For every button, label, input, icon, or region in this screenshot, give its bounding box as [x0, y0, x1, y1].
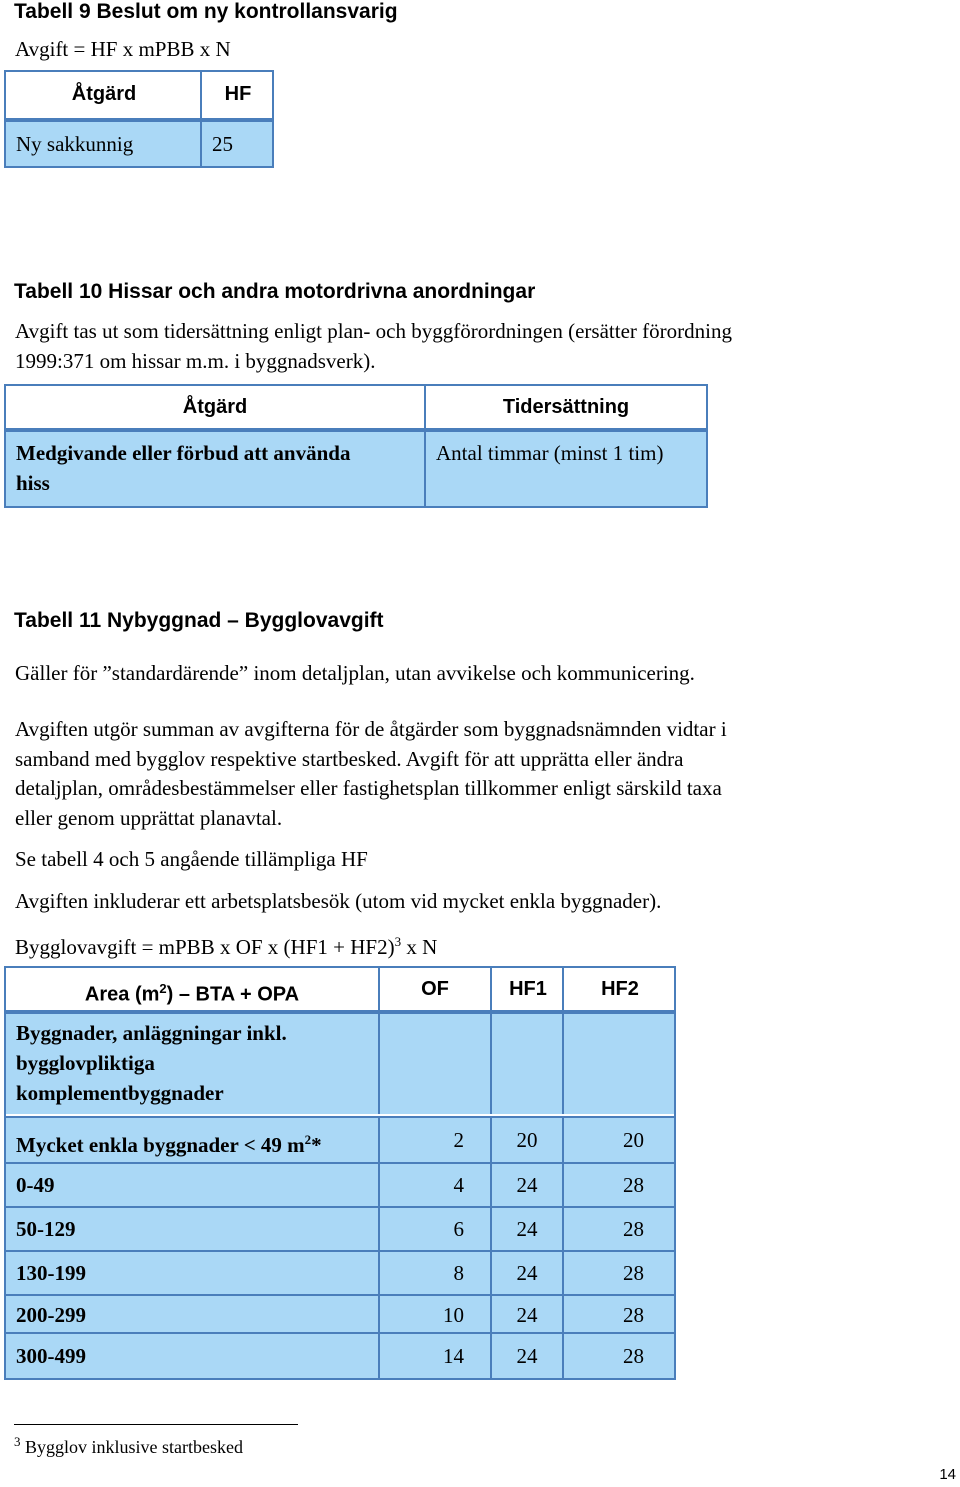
table10-cell-action	[6, 432, 424, 506]
row-of: 6	[453, 1217, 464, 1241]
page-number: 14	[939, 1466, 956, 1483]
table-row	[6, 1164, 674, 1206]
footnote-text: Bygglov inklusive startbesked	[25, 1437, 243, 1457]
table11-para2-line2: samband med bygglov respektive startbesked. Avgift för att upprätta eller ändra	[15, 747, 684, 771]
formula-end: x N	[401, 935, 438, 959]
table-row	[6, 1252, 674, 1294]
row-label: 130-199	[16, 1261, 86, 1285]
row-label-suffix: *	[311, 1133, 322, 1157]
table11-group-label	[16, 1018, 287, 1108]
row-label: 0-49	[16, 1173, 55, 1197]
row-hf2: 20	[623, 1128, 644, 1152]
row-hf2: 28	[623, 1173, 644, 1197]
table11-title: Tabell 11 Nybyggnad – Bygglovavgift	[14, 609, 384, 632]
table9-formula: Avgift = HF x mPBB x N	[15, 37, 231, 61]
row-hf2: 28	[623, 1344, 644, 1368]
row-hf2: 28	[623, 1217, 644, 1241]
row-hf1: 24	[516, 1344, 538, 1368]
table-row	[6, 1334, 674, 1378]
table11-header-of: OF	[380, 968, 490, 1010]
row-of: 4	[453, 1173, 464, 1197]
table-row	[6, 1208, 674, 1250]
table10	[4, 384, 708, 508]
table11-para2-line4: eller genom upprättat planavtal.	[15, 806, 283, 830]
table11-para2-line3: detaljplan, områdesbestämmelser eller fastighetsplan tillkommer enligt särskild taxa	[15, 776, 722, 800]
table11-para4: Avgiften inkluderar ett arbetsplatsbesök (utom vid mycket enkla byggnader).	[15, 889, 662, 913]
row-label: 200-299	[16, 1303, 86, 1327]
table11-para2-line1: Avgiften utgör summan av avgifterna för de åtgärder som byggnadsnämnden vidtar i	[15, 717, 727, 741]
footnote-rule	[14, 1424, 298, 1425]
footnote-number: 3	[14, 1434, 21, 1449]
group-line2: bygglovpliktiga	[16, 1051, 155, 1075]
row-label: Mycket enkla byggnader < 49 $m^2*$	[16, 1132, 322, 1157]
row-hf2: 28	[623, 1261, 644, 1285]
group-line1: Byggnader, anläggningar inkl.	[16, 1021, 287, 1045]
footnote	[14, 1434, 243, 1458]
table11	[4, 966, 676, 1380]
group-line3: komplementbyggnader	[16, 1081, 224, 1105]
formula-main: Bygglovavgift = mPBB x OF x (HF1 + HF2)	[15, 935, 395, 959]
row-hf1: 24	[516, 1261, 538, 1285]
row-label-sup: 2	[304, 1132, 312, 1147]
table10-action-line2: hiss	[16, 471, 50, 495]
row-of: 10	[443, 1303, 464, 1327]
row-hf2: 28	[623, 1303, 644, 1327]
table10-title: Tabell 10 Hissar och andra motordrivna anordningar	[14, 280, 536, 303]
table10-text-line1: Avgift tas ut som tidersättning enligt plan- och byggförordningen (ersätter förordning	[15, 319, 732, 343]
row-label: 300-499	[16, 1344, 86, 1368]
table9-cell-hf: 25	[202, 122, 272, 166]
table9-header-hf: HF	[204, 72, 272, 116]
table10-header-time: Tidersättning	[426, 386, 706, 428]
table11-para1: Gäller för ”standardärende” inom detaljplan, utan avvikelse och kommunicering.	[15, 661, 695, 685]
table9-title: Tabell 9 Beslut om ny kontrollansvarig	[14, 0, 398, 23]
row-hf1: 24	[516, 1173, 538, 1197]
row-hf1: 24	[516, 1303, 538, 1327]
row-of: 2	[453, 1128, 464, 1152]
table10-text-line2: 1999:371 om hissar m.m. i byggnadsverk).	[15, 349, 376, 373]
row-label: 50-129	[16, 1217, 76, 1241]
table11-formula	[15, 927, 437, 962]
table9-header-action: Åtgärd	[6, 72, 202, 116]
table-row	[6, 1118, 674, 1162]
table11-para3: Se tabell 4 och 5 angående tillämpliga HF	[15, 847, 368, 871]
table9-cell-action: Ny sakkunnig	[6, 122, 200, 166]
footnote-ref: 3	[394, 934, 402, 949]
table11-header-area	[6, 968, 378, 1010]
row-of: 8	[453, 1261, 464, 1285]
header-area-sup: 2	[159, 981, 167, 996]
table9	[4, 70, 274, 168]
row-hf1: 24	[516, 1217, 538, 1241]
row-of: 14	[443, 1344, 464, 1368]
table10-action-line1: Medgivande eller förbud att använda	[16, 441, 351, 465]
table10-header-action: Åtgärd	[6, 386, 424, 428]
header-area-text: Area (m	[84, 983, 160, 1006]
row-hf1: 20	[516, 1128, 538, 1152]
table-row	[6, 1296, 674, 1334]
header-area-end: ) – BTA + OPA	[166, 983, 300, 1006]
table11-header-hf2: HF2	[566, 968, 674, 1010]
table10-cell-time: Antal timmar (minst 1 tim)	[426, 432, 706, 506]
table11-header-hf1: HF1	[492, 968, 564, 1010]
